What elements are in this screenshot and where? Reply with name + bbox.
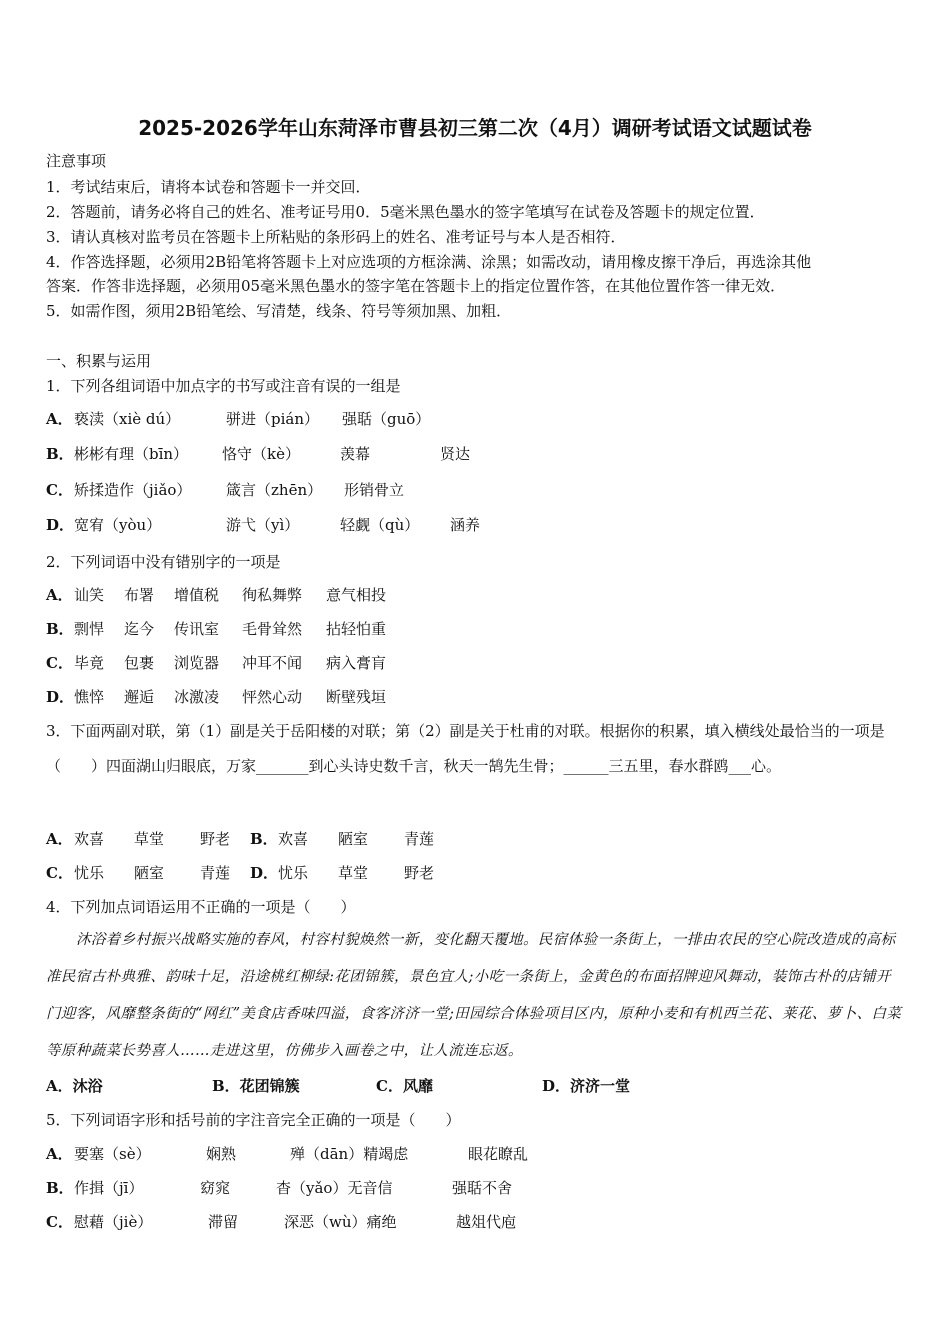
notice-item: 2．答题前，请务必将自己的姓名、准考证号用0．5毫米黑色墨水的签字笔填写在试卷及答题卡的规定位置． [46,203,765,221]
option-term: 病入膏肓 [326,654,387,672]
option-letter: C． [46,864,73,882]
notice-heading: 注意事项 [46,152,107,170]
option-term: 浏览器 [174,654,220,672]
option-letter: A． [46,410,73,428]
option-term: 矫揉造作（jiǎo） [74,481,192,499]
option-term: 徇私舞弊 [242,586,303,604]
option-letter: A． [46,586,73,604]
option-text: C．风靡 [376,1077,433,1095]
option-term: 陋室 [338,830,369,848]
option-term: 要塞（sè） [74,1145,151,1163]
option-term: 恪守（kè） [222,445,300,463]
option-term: 宽宥（yòu） [74,516,162,534]
option-term: 迄今 [124,620,155,638]
option-term: 箴言（zhēn） [226,481,323,499]
option-term: 羡幕 [340,445,371,463]
option-term: 殚（dān）精竭虑 [290,1145,409,1163]
option-term: 草堂 [338,864,369,882]
option-term: 骈进（pián） [226,410,320,428]
option-term: 窈窕 [200,1179,231,1197]
option-letter: D． [250,864,279,882]
option-term: 慰藉（jiè） [74,1213,153,1231]
option-term: 轻觑（qù） [340,516,420,534]
option-term: 布署 [124,586,155,604]
option-term: 彬彬有理（bīn） [74,445,189,463]
option-term: 草堂 [134,830,165,848]
option-term: 贤达 [440,445,471,463]
option-term: 青莲 [404,830,435,848]
option-term: 毛骨耸然 [242,620,303,638]
option-term: 野老 [404,864,435,882]
option-letter: B． [46,445,74,463]
notice-item: 1．考试结束后，请将本试卷和答题卡一并交回． [46,178,371,196]
notice-item: 5．如需作图，须用2B铅笔绘、写清楚，线条、符号等须加黑、加粗． [46,302,512,320]
option-term: 拈轻怕重 [326,620,387,638]
section-heading: 一、积累与运用 [46,352,152,370]
option-term: 憔悴 [74,688,105,706]
option-text: D．济济一堂 [542,1077,631,1095]
option-letter: C． [46,654,73,672]
notice-item: 3．请认真核对监考员在答题卡上所粘贴的条形码上的姓名、准考证号与本人是否相符． [46,228,626,246]
option-term: 断壁残垣 [326,688,387,706]
option-term: 陋室 [134,864,165,882]
option-text: B．花团锦簇 [212,1077,300,1095]
option-term: 形销骨立 [344,481,405,499]
option-term: 讪笑 [74,586,105,604]
option-term: 意气相投 [326,586,387,604]
option-letter: B． [250,830,278,848]
option-term: 娴熟 [206,1145,237,1163]
option-term: 越俎代庖 [456,1213,517,1231]
option-term: 欢喜 [74,830,105,848]
option-term: 忧乐 [74,864,105,882]
notice-item: 答案．作答非选择题，必须用05毫米黑色墨水的签字笔在答题卡上的指定位置作答，在其他位置作答一律无效． [46,277,786,295]
option-term: 传讯室 [174,620,220,638]
option-term: 忧乐 [278,864,309,882]
option-term: 作揖（jī） [74,1179,144,1197]
option-text: A．沐浴 [46,1077,103,1095]
option-term: 强聒（guō） [342,410,431,428]
option-term: 冲耳不闻 [242,654,303,672]
option-term: 增值税 [174,586,220,604]
option-term: 野老 [200,830,231,848]
option-term: 强聒不舍 [452,1179,513,1197]
option-term: 怦然心动 [242,688,303,706]
option-letter: A． [46,830,73,848]
question-4-passage: 沐浴着乡村振兴战略实施的春风，村容村貌焕然一新，变化翻天覆地。民宿体验一条街上，一排由农民的空心院改造成的高标准民宿古朴典雅、韵味十足，沿途桃红柳绿:花团锦簇，景色宜人;小吃一条街上，金黄色的布面招牌迎风舞动，装饰古朴的店铺开门迎客，风靡整条街的“网红”美食店香味四溢，食客济济一堂;田园综合体验项目区内，原种小麦和有机西兰花、莱花、萝卜、白菜等原种蔬菜长势喜人……走进这里，仿佛步入画卷之中，让人流连忘返。 [46,932,902,1059]
option-term: 欢喜 [278,830,309,848]
option-term: 游弋（yì） [226,516,300,534]
option-letter: D． [46,688,75,706]
option-term: 邂逅 [124,688,155,706]
option-letter: B． [46,620,74,638]
option-letter: B． [46,1179,74,1197]
option-term: 深恶（wù）痛绝 [284,1213,397,1231]
option-letter: C． [46,1213,73,1231]
question-1-stem: 1．下列各组词语中加点字的书写或注音有误的一组是 [46,377,401,395]
notice-item: 4．作答选择题，必须用2B铅笔将答题卡上对应选项的方框涂满、涂黑；如需改动，请用橡皮擦干净后，再选涂其他 [46,253,812,271]
option-term: 青莲 [200,864,231,882]
option-term: 包裹 [124,654,155,672]
question-3-text: 3．下面两副对联，第（1）副是关于岳阳楼的对联；第（2）副是关于杜甫的对联。根据你的积累，填入横线处最恰当的一项是（ ）四面湖山归眼底，万家_______到心头诗史数千言，秋天一鹄先生骨；______三五里，春水群鸥___心。 [46,722,885,775]
option-letter: D． [46,516,75,534]
page-title: 2025-2026学年山东菏泽市曹县初三第二次（4月）调研考试语文试题试卷 [138,116,812,140]
option-term: 剽悍 [74,620,105,638]
option-term: 涵养 [450,516,481,534]
option-term: 亵渎（xiè dú） [74,410,181,428]
option-term: 眼花瞭乱 [468,1145,529,1163]
question-4-stem: 4．下列加点词语运用不正确的一项是（ ） [46,898,356,916]
option-term: 冰激凌 [174,688,220,706]
option-letter: C． [46,481,73,499]
question-5-stem: 5．下列词语字形和括号前的字注音完全正确的一项是（ ） [46,1111,461,1129]
option-term: 杳（yǎo）无音信 [276,1179,393,1197]
option-letter: A． [46,1145,73,1163]
option-term: 滞留 [208,1213,239,1231]
option-term: 毕竟 [74,654,105,672]
question-2-stem: 2．下列词语中没有错别字的一项是 [46,553,281,571]
